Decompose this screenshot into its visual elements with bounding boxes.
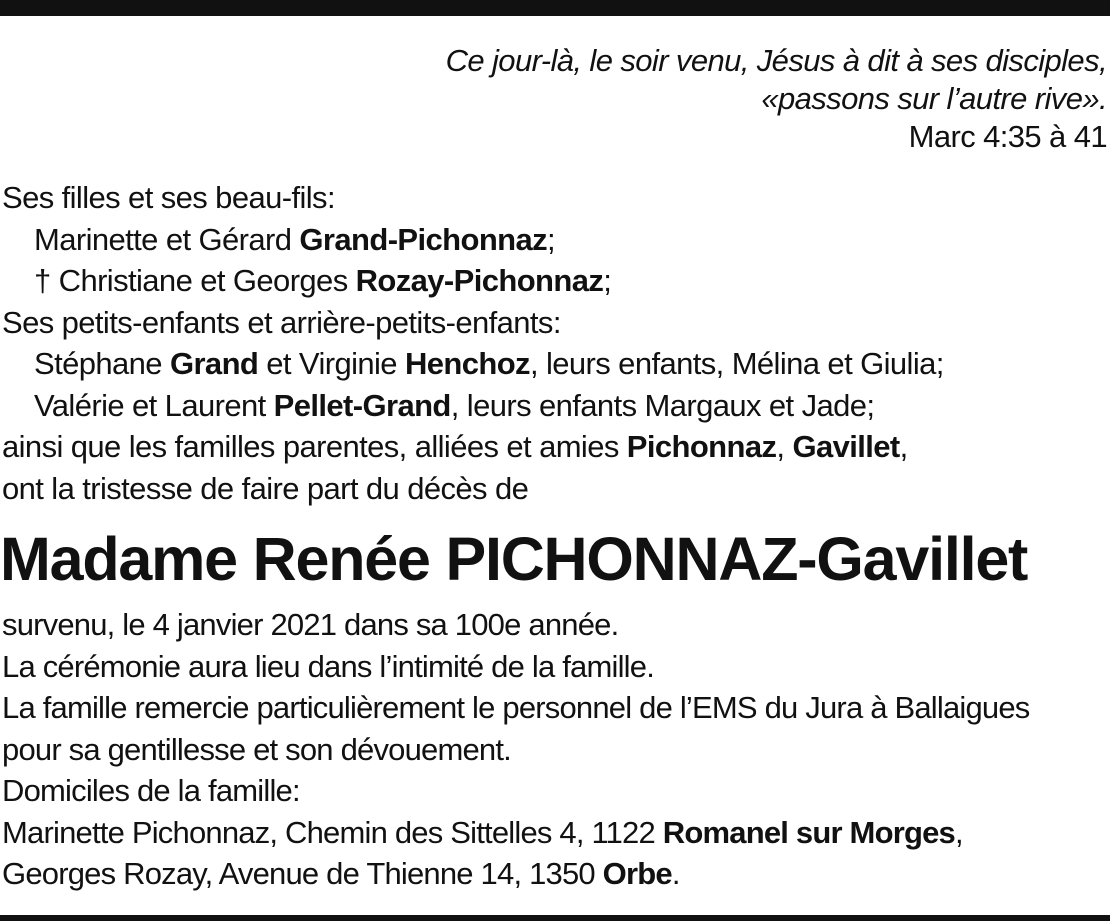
grandchild-1-rest: , leurs enfants, Mélina et Giulia; <box>529 346 944 381</box>
death-line: survenu, le 4 janvier 2021 dans sa 100e année. <box>2 607 619 642</box>
daughter-2-end: ; <box>603 263 612 298</box>
epigraph-line-1: Ce jour-là, le soir venu, Jésus à dit à ses disciples, <box>445 43 1107 78</box>
details-section <box>2 604 1108 895</box>
epigraph <box>446 42 1107 156</box>
daughter-1-surname: Grand-Pichonnaz <box>299 221 548 257</box>
address-1-city: Romanel sur Morges <box>662 814 955 850</box>
relatives-name-1: Pichonnaz <box>626 429 777 464</box>
bottom-rule <box>0 915 1110 921</box>
address-2-end: . <box>671 856 680 891</box>
thanks-line-1: La famille remercie particulièrement le personnel de l’EMS du Jura à Ballaigues <box>2 690 1030 725</box>
grandchild-2-first: Valérie et Laurent <box>34 387 274 423</box>
relatives-line <box>2 426 1108 468</box>
thanks-line-2: pour sa gentillesse et son dévouement. <box>2 731 511 767</box>
grandchild-line-1 <box>2 343 1108 385</box>
domiciles-heading: Domiciles de la famille: <box>2 773 300 808</box>
ceremony-line: La cérémonie aura lieu dans l’intimité de la famille. <box>2 648 655 684</box>
address-line-1 <box>2 812 1108 854</box>
daughter-line-2 <box>2 260 1108 302</box>
address-1-text: Marinette Pichonnaz, Chemin des Sittelles 4, 1122 <box>2 814 663 850</box>
grandchild-2-surname: Pellet-Grand <box>273 387 451 423</box>
daughter-2-surname: Rozay-Pichonnaz <box>355 263 604 298</box>
family-section <box>2 177 1108 509</box>
relatives-end: , <box>899 429 908 464</box>
relatives-separator: , <box>776 429 793 464</box>
announcement-line: ont la tristesse de faire part du décès de <box>2 470 529 506</box>
daughter-1-end: ; <box>547 221 556 257</box>
daughter-2-names: † Christiane et Georges <box>34 263 356 298</box>
top-rule <box>0 0 1110 16</box>
address-2-text: Georges Rozay, Avenue de Thienne 14, 1350 <box>2 856 603 891</box>
address-2-city: Orbe <box>602 856 672 891</box>
address-line-2 <box>2 853 1108 895</box>
grandchild-line-2 <box>2 385 1108 427</box>
deceased-name: Madame Renée PICHONNAZ-Gavillet <box>0 525 1028 593</box>
epigraph-line-2: «passons sur l’autre rive». <box>761 81 1107 116</box>
grandchild-1-surname-1: Grand <box>169 346 259 381</box>
grandchildren-heading: Ses petits-enfants et arrière-petits-enfants: <box>2 304 561 340</box>
grandchild-1-first: Stéphane <box>34 346 170 381</box>
grandchild-2-rest: , leurs enfants Margaux et Jade; <box>450 387 875 423</box>
daughter-line-1 <box>2 219 1108 261</box>
grandchild-1-middle: et Virginie <box>258 346 405 381</box>
relatives-name-2: Gavillet <box>792 429 900 464</box>
grandchild-1-surname-2: Henchoz <box>404 346 530 381</box>
epigraph-reference: Marc 4:35 à 41 <box>908 119 1107 154</box>
address-1-end: , <box>955 814 963 850</box>
daughters-heading: Ses filles et ses beau-fils: <box>2 180 335 215</box>
daughter-1-names: Marinette et Gérard <box>34 221 300 257</box>
relatives-text: ainsi que les familles parentes, alliées et amies <box>2 429 627 464</box>
